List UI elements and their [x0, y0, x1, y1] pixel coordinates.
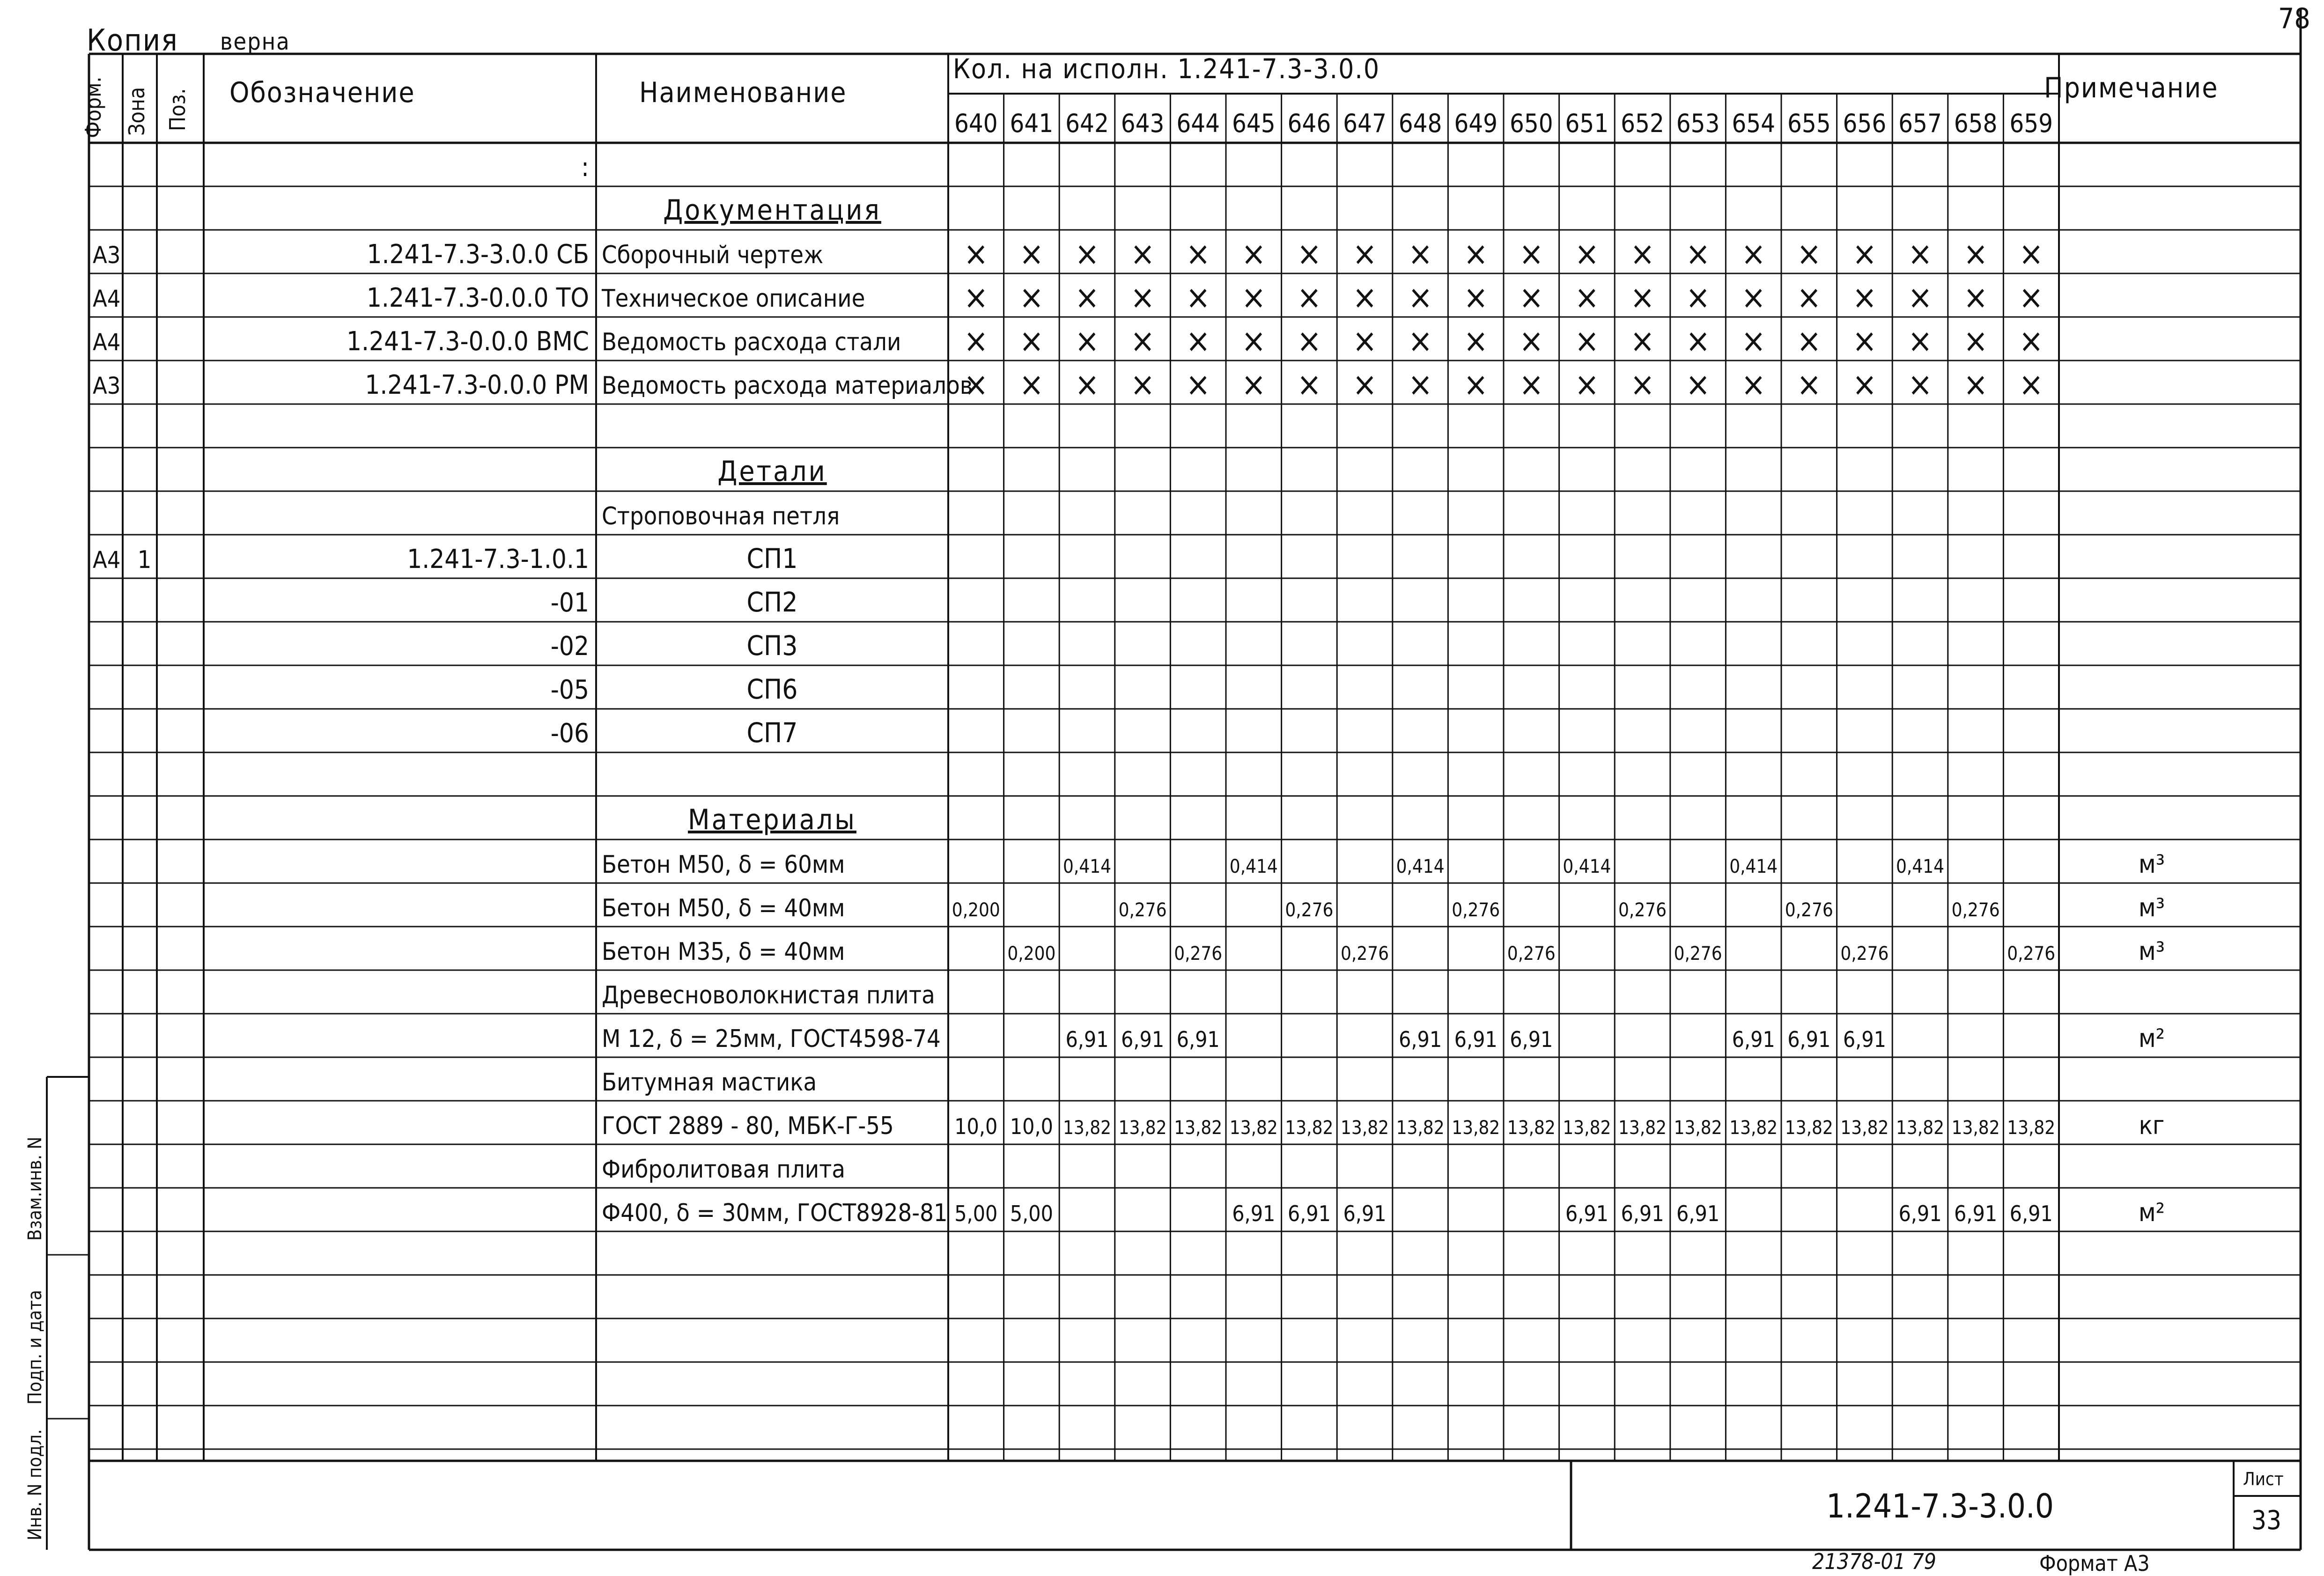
sheet-number: 33	[2251, 1505, 2282, 1536]
mark-cross: ×	[1630, 322, 1655, 360]
quantity-value: 10,0	[954, 1114, 998, 1139]
row-designation: 1.241-7.3-0.0.0 ВМС	[347, 326, 589, 357]
row-name: Сборочный чертеж	[602, 241, 824, 269]
mark-cross: ×	[1574, 322, 1600, 360]
quantity-value: 0,276	[1951, 899, 2000, 921]
mark-cross: ×	[963, 235, 989, 273]
variant-header-658: 658	[1954, 109, 1998, 138]
row-note: м³	[2138, 849, 2165, 879]
variant-header-655: 655	[1787, 109, 1831, 138]
row-format: А4	[93, 285, 121, 312]
mark-cross: ×	[2019, 322, 2044, 360]
mark-cross: ×	[1908, 235, 1933, 273]
column-pos-header: Поз.	[165, 88, 190, 131]
row-designation: 1.241-7.3-0.0.0 РМ	[365, 370, 589, 400]
mark-cross: ×	[1741, 278, 1766, 317]
column-format-header: Форм.	[81, 76, 106, 138]
mark-cross: ×	[2019, 235, 2044, 273]
quantity-value: 13,82	[2007, 1117, 2056, 1139]
quantity-value: 13,82	[1840, 1117, 1889, 1139]
mark-cross: ×	[1241, 322, 1266, 360]
mark-cross: ×	[1186, 365, 1211, 404]
row-name: Древесноволокнистая плита	[602, 981, 935, 1009]
quantity-value: 0,276	[1840, 943, 1889, 965]
mark-cross: ×	[1852, 365, 1877, 404]
row-designation: -02	[550, 631, 589, 662]
mark-cross: ×	[1463, 278, 1489, 317]
mark-cross: ×	[1463, 365, 1489, 404]
column-qty-header: Кол. на исполн. 1.241-7.3-3.0.0	[953, 53, 1380, 85]
side-label-sign-date: Подп. и дата	[24, 1289, 46, 1405]
variant-header-649: 649	[1454, 109, 1498, 138]
quantity-value: 0,414	[1896, 856, 1944, 877]
row-note: кг	[2139, 1111, 2165, 1140]
variant-header-643: 643	[1121, 109, 1165, 138]
mark-cross: ×	[1574, 235, 1600, 273]
mark-cross: ×	[1297, 365, 1322, 404]
row-format: А4	[93, 329, 121, 356]
variant-header-648: 648	[1398, 109, 1442, 138]
quantity-value: 13,82	[1729, 1117, 1778, 1139]
mark-cross: ×	[1796, 278, 1822, 317]
mark-cross: ×	[1852, 322, 1877, 360]
variant-header-654: 654	[1732, 109, 1776, 138]
quantity-value: 6,91	[1732, 1027, 1775, 1052]
mark-cross: ×	[1352, 365, 1377, 404]
row-name: СП1	[746, 543, 798, 574]
quantity-value: 13,82	[1785, 1117, 1833, 1139]
quantity-value: 13,82	[1118, 1117, 1167, 1139]
mark-cross: ×	[1408, 365, 1433, 404]
row-note: м²	[2138, 1024, 2165, 1053]
quantity-value: 5,00	[954, 1201, 998, 1226]
mark-cross: ×	[1630, 235, 1655, 273]
quantity-value: 0,200	[1007, 943, 1056, 965]
correct-stamp: верна	[220, 28, 290, 55]
mark-cross: ×	[1685, 235, 1711, 273]
side-label-inv-swap: Взам.инв. N	[24, 1136, 46, 1241]
quantity-value: 6,91	[1565, 1201, 1608, 1226]
mark-cross: ×	[1352, 322, 1377, 360]
row-designation: :	[581, 152, 589, 183]
sheet-label: Лист	[2243, 1469, 2284, 1489]
mark-cross: ×	[1352, 235, 1377, 273]
column-designation-header: Обозначение	[229, 76, 415, 109]
variant-header-650: 650	[1509, 109, 1553, 138]
mark-cross: ×	[963, 278, 989, 317]
quantity-value: 6,91	[1676, 1201, 1720, 1226]
variant-header-641: 641	[1010, 109, 1054, 138]
variant-header-647: 647	[1343, 109, 1387, 138]
archive-number: 21378-01 79	[1812, 1549, 1936, 1574]
variant-header-640: 640	[954, 109, 998, 138]
mark-cross: ×	[1852, 235, 1877, 273]
mark-cross: ×	[1297, 322, 1322, 360]
quantity-value: 0,414	[1563, 856, 1611, 877]
mark-cross: ×	[1908, 278, 1933, 317]
quantity-value: 13,82	[1452, 1117, 1500, 1139]
quantity-value: 10,0	[1010, 1114, 1053, 1139]
row-name: Фибролитовая плита	[602, 1156, 846, 1184]
mark-cross: ×	[1352, 278, 1377, 317]
row-designation: 1.241-7.3-3.0.0 СБ	[367, 239, 589, 270]
variant-header-657: 657	[1898, 109, 1942, 138]
mark-cross: ×	[1463, 235, 1489, 273]
mark-cross: ×	[1075, 322, 1099, 360]
variant-header-652: 652	[1621, 109, 1664, 138]
row-name: Бетон М50, δ = 40мм	[602, 894, 845, 922]
row-name: Ведомость расхода материалов	[602, 372, 973, 400]
page-corner-number: 78	[2278, 2, 2310, 35]
row-name: Битумная мастика	[602, 1068, 817, 1097]
row-name: Ведомость расхода стали	[602, 328, 901, 356]
mark-cross: ×	[1075, 235, 1099, 273]
mark-cross: ×	[1519, 322, 1544, 360]
row-name: СП6	[746, 673, 798, 705]
mark-cross: ×	[1796, 322, 1822, 360]
variant-header-653: 653	[1676, 109, 1720, 138]
quantity-value: 13,82	[1396, 1117, 1445, 1139]
row-name: ГОСТ 2889 - 80, МБК-Г-55	[602, 1112, 894, 1140]
mark-cross: ×	[1519, 278, 1544, 317]
quantity-value: 6,91	[1176, 1027, 1220, 1052]
row-name: Ф400, δ = 30мм, ГОСТ8928-81	[602, 1199, 948, 1227]
quantity-value: 13,82	[1063, 1117, 1111, 1139]
row-name: Бетон М50, δ = 60мм	[602, 851, 845, 879]
row-note: м³	[2138, 893, 2165, 922]
mark-cross: ×	[1963, 278, 1988, 317]
quantity-value: 0,276	[1118, 899, 1167, 921]
mark-cross: ×	[1408, 322, 1433, 360]
mark-cross: ×	[1297, 278, 1322, 317]
mark-cross: ×	[1019, 235, 1044, 273]
variant-header-646: 646	[1287, 109, 1331, 138]
row-note: м²	[2138, 1198, 2165, 1227]
variant-header-642: 642	[1065, 109, 1109, 138]
row-format: А3	[93, 242, 121, 269]
quantity-value: 6,91	[1954, 1201, 1998, 1226]
mark-cross: ×	[1297, 235, 1322, 273]
row-designation: 1.241-7.3-1.0.1	[407, 544, 589, 574]
row-designation: 1.241-7.3-0.0.0 ТО	[366, 283, 589, 313]
quantity-value: 6,91	[1287, 1201, 1331, 1226]
quantity-value: 13,82	[1618, 1117, 1667, 1139]
quantity-value: 6,91	[1232, 1201, 1276, 1226]
mark-cross: ×	[1019, 322, 1044, 360]
mark-cross: ×	[1241, 365, 1266, 404]
mark-cross: ×	[1685, 278, 1711, 317]
mark-cross: ×	[2019, 365, 2044, 404]
quantity-value: 6,91	[1454, 1027, 1498, 1052]
quantity-value: 5,00	[1010, 1201, 1053, 1226]
mark-cross: ×	[1186, 322, 1211, 360]
mark-cross: ×	[1574, 278, 1600, 317]
section-title: Документация	[663, 194, 881, 227]
mark-cross: ×	[1075, 365, 1099, 404]
mark-cross: ×	[963, 322, 989, 360]
quantity-value: 0,276	[2007, 943, 2056, 965]
row-name: СП7	[746, 717, 798, 749]
quantity-value: 0,276	[1507, 943, 1556, 965]
quantity-value: 0,414	[1229, 856, 1278, 877]
quantity-value: 13,82	[1674, 1117, 1722, 1139]
mark-cross: ×	[1685, 365, 1711, 404]
mark-cross: ×	[1796, 365, 1822, 404]
mark-cross: ×	[1796, 235, 1822, 273]
mark-cross: ×	[1186, 235, 1211, 273]
quantity-value: 13,82	[1563, 1117, 1611, 1139]
row-name: М 12, δ = 25мм, ГОСТ4598-74	[602, 1025, 941, 1053]
row-designation: -05	[550, 675, 589, 705]
quantity-value: 0,276	[1341, 943, 1389, 965]
mark-cross: ×	[1908, 322, 1933, 360]
mark-cross: ×	[1741, 322, 1766, 360]
quantity-value: 13,82	[1896, 1117, 1944, 1139]
mark-cross: ×	[1574, 365, 1600, 404]
mark-cross: ×	[1630, 278, 1655, 317]
quantity-value: 0,414	[1729, 856, 1778, 877]
quantity-value: 6,91	[1399, 1027, 1442, 1052]
mark-cross: ×	[1186, 278, 1211, 317]
variant-header-644: 644	[1176, 109, 1220, 138]
quantity-value: 0,276	[1785, 899, 1833, 921]
side-label-inv-orig: Инв. N подл.	[24, 1429, 46, 1540]
mark-cross: ×	[1241, 235, 1266, 273]
mark-cross: ×	[1130, 235, 1155, 273]
column-name-header: Наименование	[639, 76, 847, 109]
row-format: А4	[93, 546, 121, 574]
mark-cross: ×	[963, 365, 989, 404]
quantity-value: 0,276	[1618, 899, 1667, 921]
quantity-value: 13,82	[1951, 1117, 2000, 1139]
variant-header-659: 659	[2009, 109, 2053, 138]
mark-cross: ×	[1130, 322, 1155, 360]
quantity-value: 6,91	[1621, 1201, 1664, 1226]
quantity-value: 6,91	[1343, 1201, 1387, 1226]
quantity-value: 6,91	[1121, 1027, 1165, 1052]
row-designation: -01	[550, 588, 589, 618]
quantity-value: 13,82	[1507, 1117, 1556, 1139]
quantity-value: 13,82	[1174, 1117, 1223, 1139]
column-zone-header: Зона	[124, 87, 149, 136]
row-name: Бетон М35, δ = 40мм	[602, 938, 845, 966]
mark-cross: ×	[2019, 278, 2044, 317]
mark-cross: ×	[1963, 235, 1988, 273]
title-block-designation: 1.241-7.3-3.0.0	[1826, 1487, 2054, 1525]
mark-cross: ×	[1408, 235, 1433, 273]
row-name: Техническое описание	[602, 285, 865, 313]
mark-cross: ×	[1241, 278, 1266, 317]
quantity-value: 6,91	[1843, 1027, 1886, 1052]
quantity-value: 6,91	[1787, 1027, 1831, 1052]
quantity-value: 6,91	[1065, 1027, 1109, 1052]
table-texts	[93, 109, 2165, 1227]
quantity-value: 0,414	[1063, 856, 1111, 877]
mark-cross: ×	[1519, 365, 1544, 404]
mark-cross: ×	[1852, 278, 1877, 317]
mark-cross: ×	[1963, 365, 1988, 404]
mark-cross: ×	[1019, 365, 1044, 404]
mark-cross: ×	[1408, 278, 1433, 317]
quantity-value: 0,276	[1452, 899, 1500, 921]
mark-cross: ×	[1908, 365, 1933, 404]
row-name: Строповочная петля	[602, 502, 840, 530]
mark-cross: ×	[1741, 365, 1766, 404]
quantity-value: 13,82	[1341, 1117, 1389, 1139]
mark-cross: ×	[1685, 322, 1711, 360]
row-position: 1	[137, 546, 152, 574]
mark-cross: ×	[1130, 365, 1155, 404]
quantity-value: 13,82	[1285, 1117, 1334, 1139]
mark-cross: ×	[1075, 278, 1099, 317]
variant-header-651: 651	[1565, 109, 1609, 138]
mark-cross: ×	[1130, 278, 1155, 317]
row-note: м³	[2138, 936, 2165, 966]
mark-cross: ×	[1519, 235, 1544, 273]
mark-cross: ×	[1630, 365, 1655, 404]
quantity-value: 0,414	[1396, 856, 1445, 877]
mark-cross: ×	[1463, 322, 1489, 360]
row-name: СП3	[746, 630, 798, 662]
row-designation: -06	[550, 718, 589, 749]
section-title: Детали	[717, 455, 827, 488]
mark-cross: ×	[1019, 278, 1044, 317]
mark-cross: ×	[1741, 235, 1766, 273]
quantity-value: 0,276	[1674, 943, 1722, 965]
variant-header-656: 656	[1843, 109, 1887, 138]
quantity-value: 13,82	[1229, 1117, 1278, 1139]
column-note-header: Примечание	[2044, 72, 2219, 104]
quantity-value: 0,200	[952, 899, 1000, 921]
quantity-value: 6,91	[1510, 1027, 1553, 1052]
quantity-value: 6,91	[2009, 1201, 2053, 1226]
quantity-value: 6,91	[1898, 1201, 1942, 1226]
copy-stamp: Копия	[87, 23, 178, 58]
quantity-value: 0,276	[1285, 899, 1334, 921]
format-label: Формат А3	[2039, 1551, 2150, 1576]
section-title: Материалы	[688, 803, 856, 836]
variant-header-645: 645	[1232, 109, 1276, 138]
quantity-value: 0,276	[1174, 943, 1223, 965]
mark-cross: ×	[1963, 322, 1988, 360]
row-format: А3	[93, 372, 121, 399]
row-name: СП2	[746, 586, 798, 618]
